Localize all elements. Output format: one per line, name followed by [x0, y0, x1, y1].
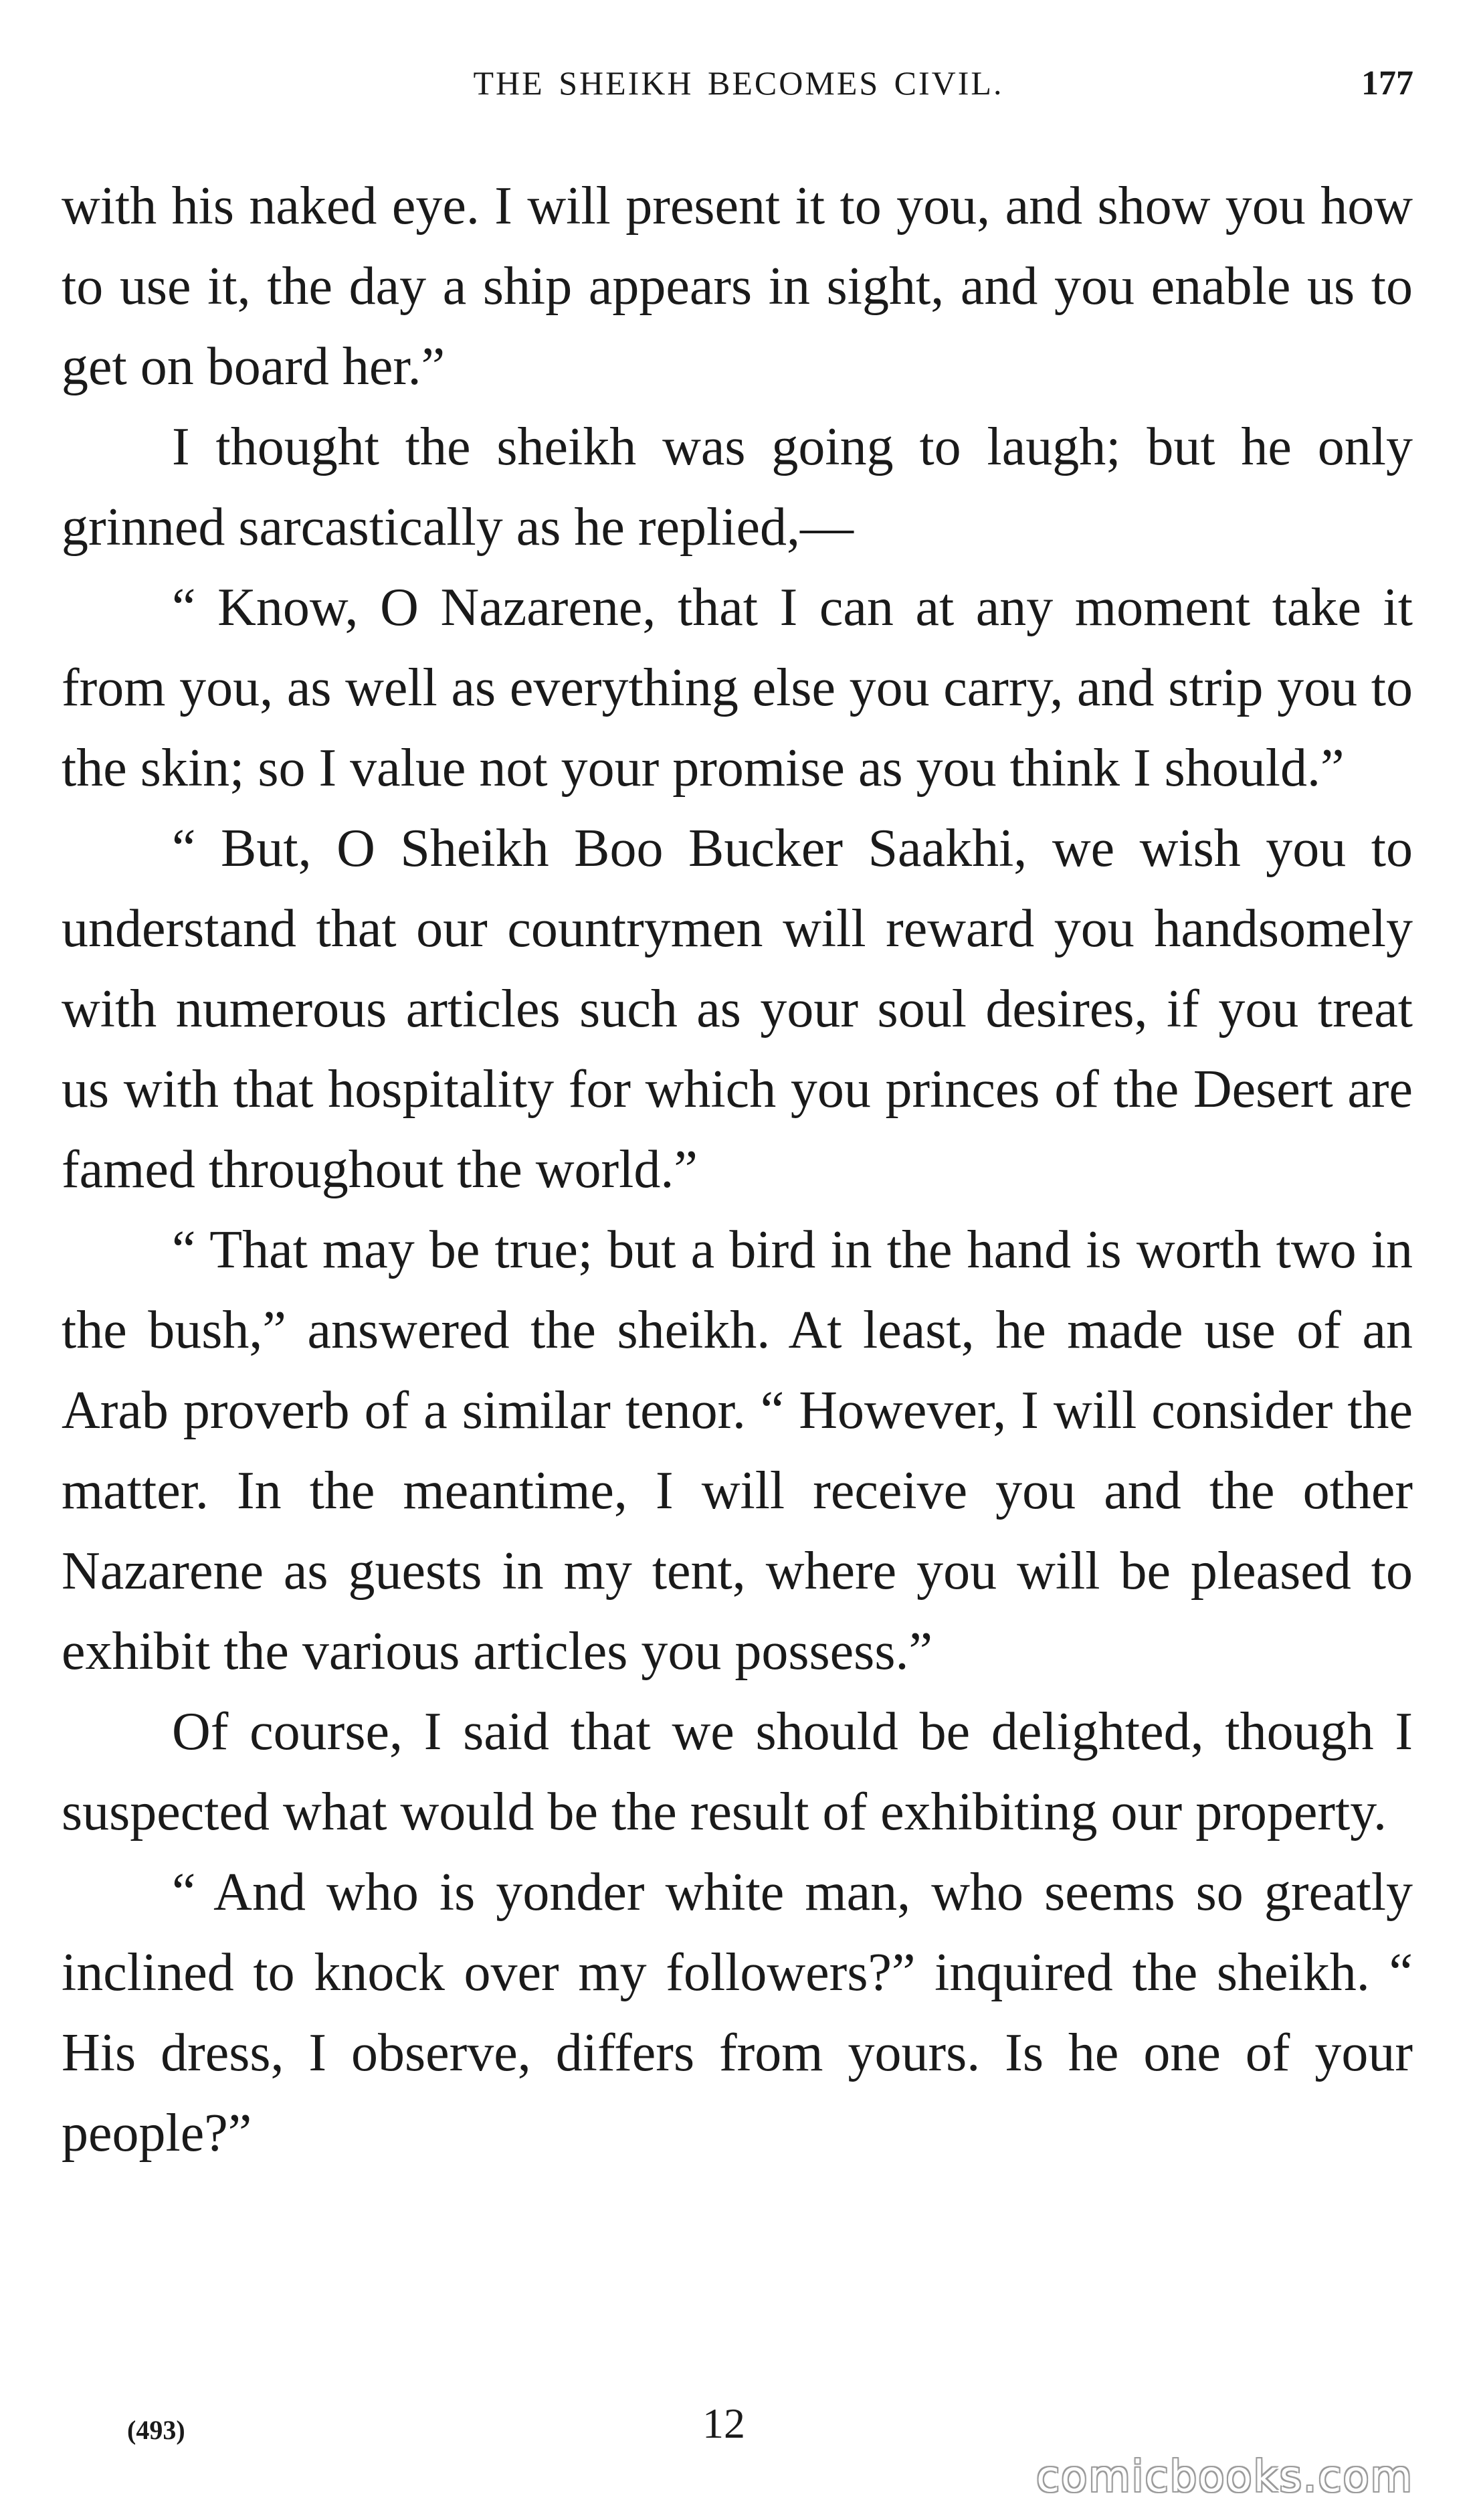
page-number: 177	[1361, 64, 1413, 102]
paragraph: with his naked eye. I will present it to you, and show you how to use it, the day a ship appears in sight, and you enable us to get on board her.”	[62, 177, 1413, 396]
page-header	[0, 64, 1477, 117]
sheet-number: 12	[702, 2400, 745, 2447]
paragraph: “ And who is yonder white man, who seems so greatly inclined to knock over my followers?” inquired the sheikh. “ His dress, I observe, differs from yours. Is he one of your people?”	[62, 1863, 1413, 2163]
paragraph: I thought the sheikh was going to laugh; but he only grinned sarcastically as he replied,—	[62, 418, 1413, 557]
paragraph: “ That may be true; but a bird in the hand is worth two in the bush,” answered the sheikh. At least, he made use of an Arab proverb of a similar tenor. “ However, I will consider the matter. In the meantime, I will receive you and the other Nazarene as guests in my tent, where you will be pleased to exhibit the various articles you possess.”	[62, 1221, 1413, 1681]
paragraph: “ But, O Sheikh Boo Bucker Saakhi, we wish you to understand that our countrymen will reward you handsomely with numerous articles such as your soul desires, if you treat us with that hospitality for which you princes of the Desert are famed throughout the world.”	[62, 819, 1413, 1199]
paragraph: “ Know, O Nazarene, that I can at any moment take it from you, as well as everything else you carry, and strip you to the skin; so I value not your promise as you think I should.”	[62, 578, 1413, 798]
signature-mark: (493)	[127, 2415, 185, 2445]
body-text	[62, 166, 1413, 2173]
running-title: THE SHEIKH BECOMES CIVIL.	[473, 64, 1004, 102]
paragraph: Of course, I said that we should be delighted, though I suspected what would be the result of exhibiting our property.	[62, 1702, 1413, 1841]
watermark: comicbooks.com	[1036, 2452, 1413, 2502]
